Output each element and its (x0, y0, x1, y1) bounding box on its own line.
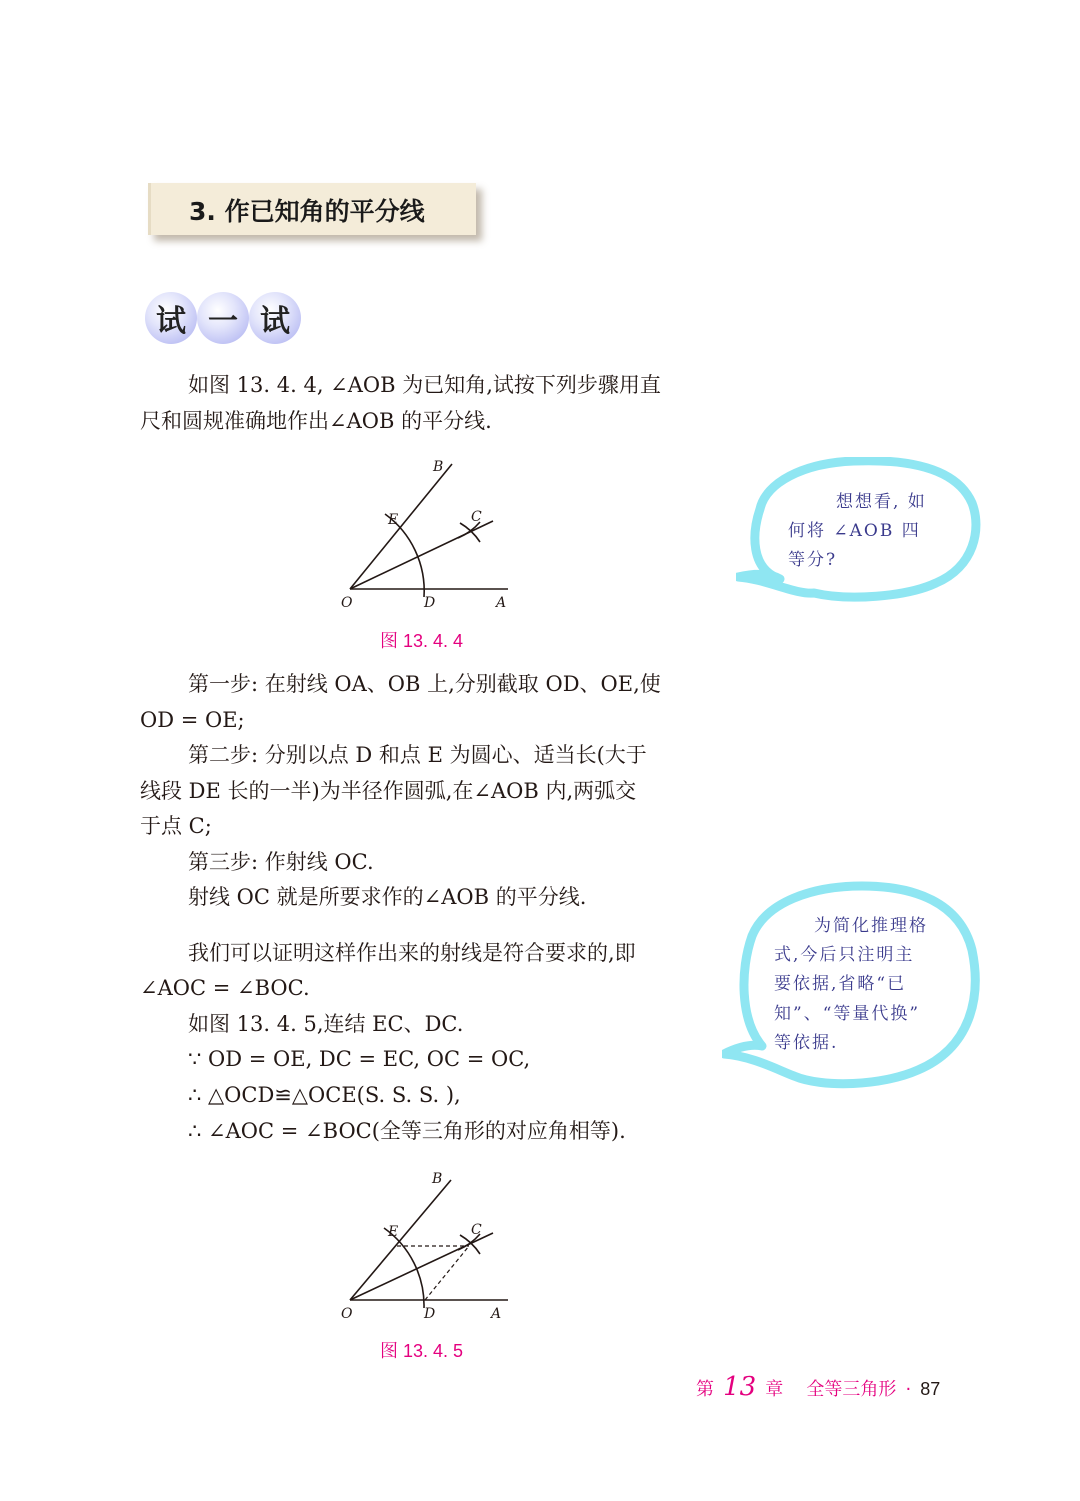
step-2-line-1: 第二步: 分别以点 D 和点 E 为圆心、适当长(大于 (188, 743, 647, 767)
figure-13-4-4 (330, 450, 520, 620)
bubble-1-line-1: 想想看, 如 (836, 492, 927, 512)
step-1-line-1: 第一步: 在射线 OA、OB 上,分别截取 OD、OE,使 (188, 672, 661, 696)
proof-line-2: ∠AOC = ∠BOC. (140, 976, 310, 1000)
footer-separator: · (905, 1379, 912, 1400)
ray-OB (350, 464, 452, 589)
label-O: O (341, 1306, 353, 1322)
try-it-char-2: 一 (197, 292, 249, 344)
label-A: A (491, 1306, 502, 1322)
try-it-heading (145, 292, 305, 348)
try-it-char-3: 试 (249, 292, 301, 344)
footer-chapter-title: 全等三角形 (806, 1379, 897, 1400)
section-title-box (148, 183, 476, 235)
label-B: B (433, 459, 444, 475)
figure-13-4-4-caption: 图 13. 4. 4 (380, 631, 464, 651)
label-E: E (388, 512, 399, 528)
bubble-1-line-2: 何将 ∠AOB 四 (788, 521, 921, 541)
figure-13-4-5-caption: 图 13. 4. 5 (380, 1341, 464, 1361)
step-1-line-2: OD = OE; (140, 708, 245, 732)
page-number: 87 (920, 1379, 941, 1399)
label-D: D (424, 595, 436, 611)
bubble-2-line-1: 为简化推理格 (814, 916, 928, 936)
label-E: E (388, 1224, 399, 1240)
intro-line-2: 尺和圆规准确地作出∠AOB 的平分线. (140, 409, 492, 433)
label-B: B (432, 1171, 443, 1187)
footer-chapter-number: 13 (723, 1372, 757, 1402)
step-3: 第三步: 作射线 OC. (188, 850, 374, 874)
page-footer (696, 1372, 940, 1404)
footer-chapter-suffix: 章 (765, 1379, 784, 1400)
bubble-1-line-3: 等分? (788, 550, 838, 570)
proof-line-5: ∴ △OCD≌△OCE(S. S. S. ), (188, 1083, 461, 1107)
bubble-2-line-4: 知”、“等量代换” (774, 1004, 921, 1024)
bubble-2-line-5: 等依据. (774, 1033, 839, 1053)
bubble-2-line-3: 要依据,省略“已 (774, 974, 907, 994)
footer-chapter-prefix: 第 (696, 1379, 714, 1400)
label-C: C (471, 509, 482, 525)
section-title: 3. 作已知角的平分线 (189, 197, 425, 226)
proof-line-4: ∵ OD = OE, DC = EC, OC = OC, (188, 1047, 531, 1071)
label-O: O (341, 595, 353, 611)
ray-OB (350, 1180, 451, 1300)
try-it-char-1: 试 (145, 292, 197, 344)
proof-line-1: 我们可以证明这样作出来的射线是符合要求的,即 (188, 941, 636, 965)
step-2-line-2: 线段 DE 长的一半)为半径作圆弧,在∠AOB 内,两弧交 (140, 779, 637, 803)
proof-line-6: ∴ ∠AOC = ∠BOC(全等三角形的对应角相等). (188, 1119, 626, 1143)
label-C: C (471, 1222, 482, 1238)
bubble-2-line-2: 式,今后只注明主 (774, 945, 915, 965)
intro-line-1: 如图 13. 4. 4, ∠AOB 为已知角,试按下列步骤用直 (188, 373, 661, 397)
figure-13-4-5 (330, 1162, 520, 1332)
label-D: D (424, 1306, 436, 1322)
steps-conclusion: 射线 OC 就是所要求作的∠AOB 的平分线. (188, 885, 587, 909)
proof-line-3: 如图 13. 4. 5,连结 EC、DC. (188, 1012, 464, 1036)
step-2-line-3: 于点 C; (140, 814, 212, 838)
label-A: A (496, 595, 507, 611)
